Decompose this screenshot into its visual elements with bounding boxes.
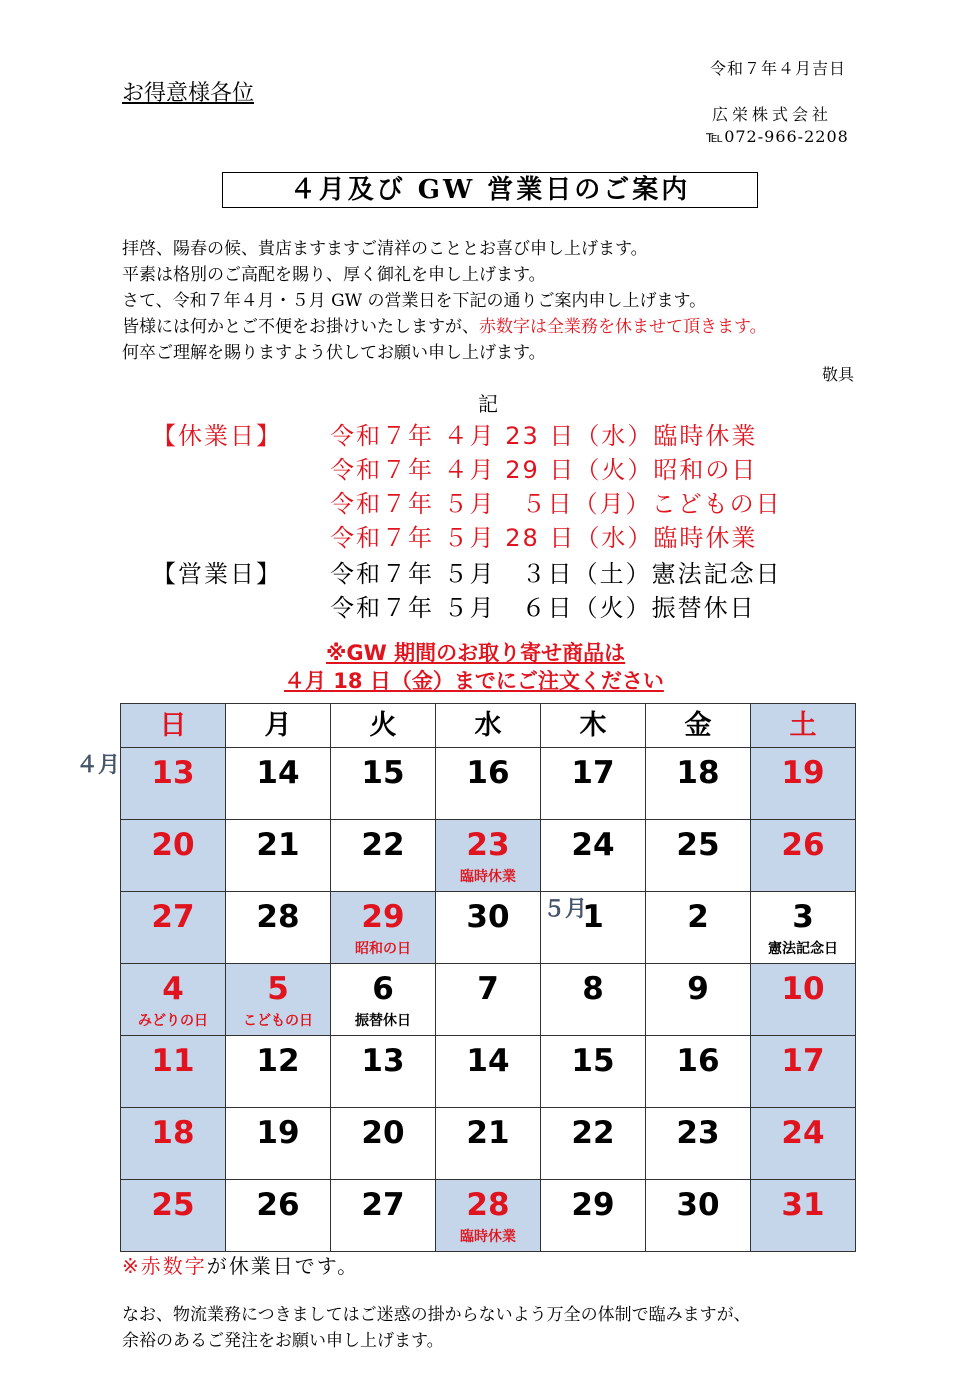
calendar-day-cell	[331, 1036, 436, 1108]
calendar-day-cell	[541, 1180, 646, 1252]
calendar-day-number: 18	[676, 755, 720, 791]
calendar-day-cell	[646, 1036, 751, 1108]
weekday-header: 木	[541, 704, 646, 748]
calendar-day-cell	[646, 820, 751, 892]
calendar-day-cell	[646, 1108, 751, 1180]
calendar-day-number: 20	[361, 1115, 405, 1151]
calendar-day-cell	[121, 892, 226, 964]
body-line-3: さて、令和７年４月・５月 GW の営業日を下記の通りご案内申し上げます。	[122, 291, 707, 311]
calendar-day-number: 19	[256, 1115, 300, 1151]
weekday-header: 土	[751, 704, 856, 748]
calendar-day-cell	[331, 1180, 436, 1252]
calendar-day-cell	[751, 964, 856, 1036]
calendar-day-number: 27	[361, 1187, 405, 1223]
calendar-day-cell	[436, 1036, 541, 1108]
calendar-day-cell	[751, 1108, 856, 1180]
calendar-day-cell	[541, 748, 646, 820]
calendar-day-cell	[436, 748, 541, 820]
calendar-day-note: 臨時休業	[460, 1229, 516, 1245]
calendar-day-cell	[226, 820, 331, 892]
calendar-day-note: 臨時休業	[460, 869, 516, 885]
calendar-day-number: 15	[361, 755, 405, 791]
calendar-day-number: 22	[571, 1115, 615, 1151]
calendar-day-cell	[436, 1108, 541, 1180]
calendar-day-number: 29	[571, 1187, 615, 1223]
body-line-1: 拝啓、陽春の候、貴店ますますご清祥のこととお喜び申し上げます。	[122, 239, 648, 259]
calendar-day-number: 13	[151, 755, 195, 791]
calendar-day-number: 26	[781, 827, 825, 863]
calendar-day-number: 25	[151, 1187, 195, 1223]
footnote-red: ※赤数字	[122, 1254, 207, 1278]
body-line-4-prefix: 皆様には何かとご不便をお掛けいたしますが、	[122, 317, 479, 337]
calendar-day-cell	[121, 1036, 226, 1108]
calendar-day-number: 3	[792, 899, 814, 935]
calendar-day-cell	[751, 892, 856, 964]
calendar-day-number: 23	[466, 827, 510, 863]
calendar-day-cell	[331, 892, 436, 964]
calendar-day-cell	[751, 820, 856, 892]
holiday-entry: 令和７年 ５月 28 日（水）臨時休業	[330, 524, 758, 552]
calendar-day-cell	[121, 820, 226, 892]
calendar-day-cell	[121, 748, 226, 820]
calendar-day-number: 24	[571, 827, 615, 863]
body-line-5: 何卒ご理解を賜りますよう伏してお願い申し上げます。	[122, 343, 546, 363]
calendar-day-cell	[121, 964, 226, 1036]
calendar-day-number: 18	[151, 1115, 195, 1151]
calendar-day-cell	[121, 1180, 226, 1252]
calendar-day-cell	[331, 964, 436, 1036]
calendar-day-cell	[646, 892, 751, 964]
weekday-header: 月	[226, 704, 331, 748]
calendar-day-cell	[751, 1036, 856, 1108]
weekday-header: 水	[436, 704, 541, 748]
calendar-day-number: 16	[466, 755, 510, 791]
calendar-day-number: 1	[582, 899, 604, 935]
calendar-day-cell	[646, 748, 751, 820]
body-line-4-red: 赤数字は全業務を休ませて頂きます。	[479, 317, 767, 337]
calendar-day-cell	[436, 964, 541, 1036]
company-tel: ℡072-966-2208	[706, 127, 849, 146]
calendar-day-number: 6	[372, 971, 394, 1007]
calendar-week-row	[121, 1036, 856, 1108]
footnote	[122, 1250, 359, 1279]
calendar-day-cell	[541, 964, 646, 1036]
calendar-day-note: こどもの日	[243, 1013, 313, 1029]
calendar-table	[120, 703, 856, 1252]
calendar-day-number: 27	[151, 899, 195, 935]
body-line-4	[122, 312, 767, 337]
calendar-day-number: 22	[361, 827, 405, 863]
weekday-header: 日	[121, 704, 226, 748]
calendar-day-cell	[121, 1108, 226, 1180]
calendar-day-note: 憲法記念日	[768, 941, 838, 957]
calendar-week-row	[121, 820, 856, 892]
calendar-day-number: 8	[582, 971, 604, 1007]
calendar-week-row	[121, 964, 856, 1036]
weekday-header: 金	[646, 704, 751, 748]
calendar-day-number: 30	[466, 899, 510, 935]
calendar-day-number: 21	[256, 827, 300, 863]
calendar-day-cell	[646, 964, 751, 1036]
calendar-day-number: 14	[256, 755, 300, 791]
calendar-day-number: 17	[781, 1043, 825, 1079]
calendar-week-row	[121, 892, 856, 964]
open-day-entry: 令和７年 ５月 ３日（土）憲法記念日	[330, 560, 782, 588]
footnote-rest: が休業日です。	[206, 1254, 360, 1278]
calendar-day-cell	[436, 892, 541, 964]
calendar-day-number: 16	[676, 1043, 720, 1079]
calendar-day-cell	[436, 820, 541, 892]
holiday-label: 【休業日】	[152, 422, 282, 450]
calendar-day-number: 4	[162, 971, 184, 1007]
calendar-day-number: 30	[676, 1187, 720, 1223]
order-notice-line-1: ※GW 期間のお取り寄せ商品は	[326, 641, 626, 665]
calendar-day-cell	[331, 748, 436, 820]
calendar-day-cell	[226, 892, 331, 964]
document-title: ４月及び GW 営業日のご案内	[222, 172, 758, 208]
calendar-day-number: 13	[361, 1043, 405, 1079]
body-line-2: 平素は格別のご高配を賜り、厚く御礼を申し上げます。	[122, 265, 546, 285]
calendar-day-cell	[541, 892, 646, 964]
closing-word: 敬具	[822, 365, 855, 384]
order-notice-line-2: ４月 18 日（金）までにご注文ください	[284, 669, 664, 693]
open-day-label: 【営業日】	[152, 560, 282, 588]
calendar-day-number: 31	[781, 1187, 825, 1223]
weekday-header-row	[121, 704, 856, 748]
calendar-day-number: 5	[267, 971, 289, 1007]
calendar-day-number: 9	[687, 971, 709, 1007]
weekday-header: 火	[331, 704, 436, 748]
calendar-day-number: 7	[477, 971, 499, 1007]
calendar-day-cell	[226, 1180, 331, 1252]
calendar-week-row	[121, 1108, 856, 1180]
addressee: お得意様各位	[122, 81, 255, 106]
calendar-day-cell	[226, 748, 331, 820]
calendar-week-row	[121, 1180, 856, 1252]
calendar-day-number: 17	[571, 755, 615, 791]
company-name: 広栄株式会社	[712, 105, 833, 124]
open-day-entry: 令和７年 ５月 ６日（火）振替休日	[330, 594, 756, 622]
holiday-entry: 令和７年 ４月 29 日（火）昭和の日	[330, 456, 758, 484]
calendar-day-number: 10	[781, 971, 825, 1007]
calendar-day-note: 昭和の日	[355, 941, 411, 957]
calendar-day-note: 振替休日	[355, 1013, 411, 1029]
calendar-day-cell	[226, 1108, 331, 1180]
calendar-day-cell	[541, 820, 646, 892]
holiday-entry: 令和７年 ５月 ５日（月）こどもの日	[330, 490, 782, 518]
calendar-day-note: みどりの日	[138, 1013, 208, 1029]
calendar-day-number: 20	[151, 827, 195, 863]
calendar-day-cell	[226, 1036, 331, 1108]
calendar-day-cell	[751, 1180, 856, 1252]
calendar-day-number: 29	[361, 899, 405, 935]
calendar-day-number: 23	[676, 1115, 720, 1151]
calendar-day-number: 12	[256, 1043, 300, 1079]
footer-line-2: 余裕のあるご発注をお願い申し上げます。	[122, 1331, 444, 1351]
calendar-day-cell	[751, 748, 856, 820]
calendar-day-cell	[646, 1180, 751, 1252]
calendar-day-number: 28	[256, 899, 300, 935]
calendar-day-cell	[331, 1108, 436, 1180]
april-label: ４月	[76, 753, 121, 778]
calendar-day-number: 21	[466, 1115, 510, 1151]
calendar-day-number: 2	[687, 899, 709, 935]
issue-date: 令和７年４月吉日	[710, 59, 847, 78]
calendar-week-row	[121, 748, 856, 820]
may-label: ５月	[543, 897, 588, 922]
calendar-day-number: 24	[781, 1115, 825, 1151]
calendar-day-number: 19	[781, 755, 825, 791]
calendar-day-cell	[436, 1180, 541, 1252]
holiday-entry: 令和７年 ４月 23 日（水）臨時休業	[330, 422, 758, 450]
calendar-day-number: 15	[571, 1043, 615, 1079]
calendar-day-number: 14	[466, 1043, 510, 1079]
calendar-day-number: 11	[151, 1043, 195, 1079]
calendar-day-cell	[541, 1108, 646, 1180]
ki-heading: 記	[478, 392, 498, 416]
calendar-day-cell	[226, 964, 331, 1036]
calendar-day-cell	[541, 1036, 646, 1108]
calendar-day-number: 25	[676, 827, 720, 863]
calendar-day-cell	[331, 820, 436, 892]
calendar-day-number: 26	[256, 1187, 300, 1223]
calendar-day-number: 28	[466, 1187, 510, 1223]
footer-line-1: なお、物流業務につきましてはご迷惑の掛からないよう万全の体制で臨みますが、	[122, 1305, 751, 1325]
